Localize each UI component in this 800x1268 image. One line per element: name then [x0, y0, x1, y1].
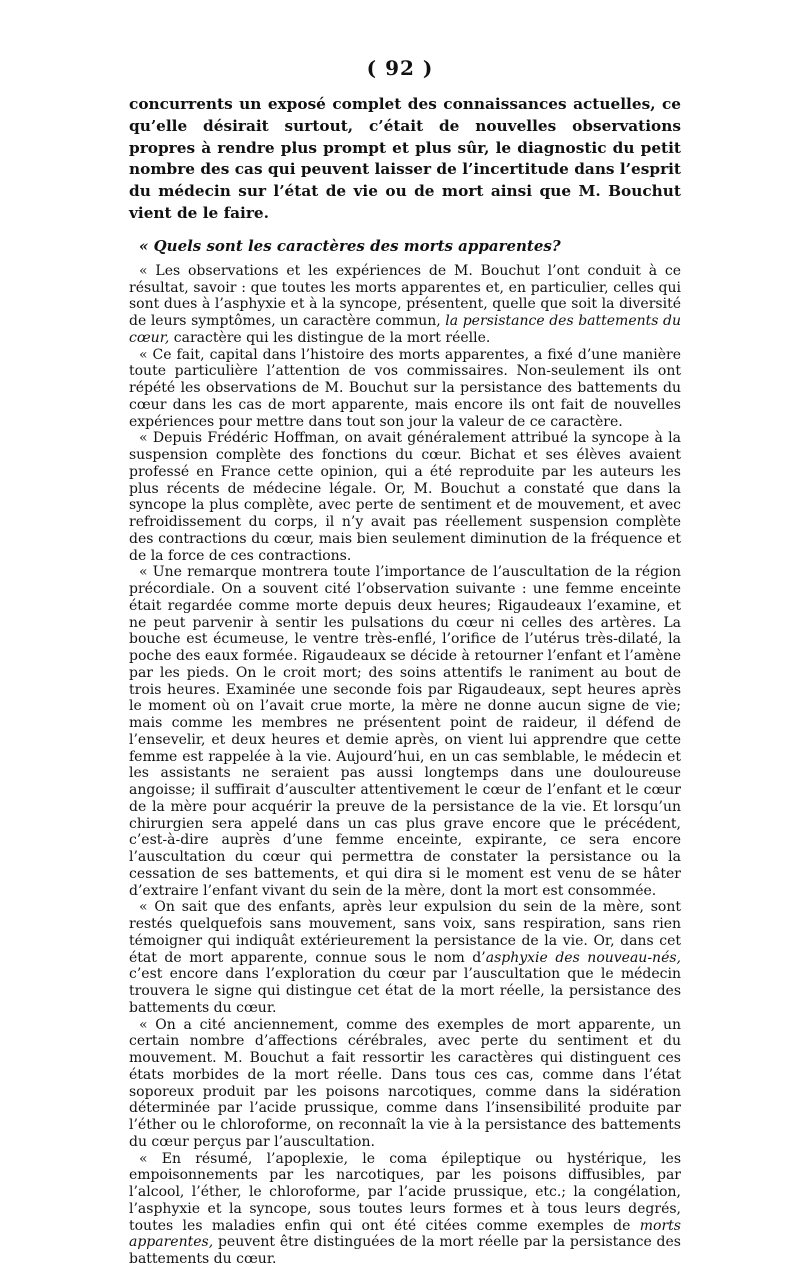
paragraph-text: « Ce fait, capital dans l’histoire des morts apparentes, a fixé d’une manière toute particulière l’attention de vos commissaires. Non-seulement ils ont répété les observations de M. Bouchut sur la persistance des battements du cœur dans les cas de mort apparente, mais encore ils ont fait de nouvelles expériences pour mettre dans tout son jour la valeur de ce caractère.	[129, 346, 681, 430]
lead-paragraph	[129, 94, 681, 225]
paragraph-text: peuvent être distinguées de la mort réelle par la persistance des battements du cœur.	[129, 1234, 681, 1268]
section-question	[129, 236, 681, 256]
paragraph-text: « On a cité anciennement, comme des exemples de mort apparente, un certain nombre d’affections cérébrales, avec perte du sentiment et du mouvement. M. Bouchut a fait ressortir les caractères qui distinguent ces états morbides de la mort réelle. Dans tous ces cas, comme dans l’état soporeux produit par les poisons narcotiques, comme dans la sidération déterminée par l’acide prussique, comme dans l’insensibilité produite par l’éther ou le chloroforme, on reconnaît la vie à la persistance des battements du cœur perçus par l’auscultation.	[129, 1016, 681, 1150]
paragraph-text: concurrents un exposé complet des connaissances actuelles, ce qu’elle désirait surtout, c’était de nouvelles observations propres à rendre plus prompt et plus sûr, le diagnostic du petit nombre des cas qui peuvent laisser de l’incertitude dans l’esprit du médecin sur l’état de vie ou de mort ainsi que M. Bouchut vient de le faire.	[129, 95, 681, 222]
paragraph-text: « On sait que des enfants, après leur expulsion du sein de la mère, sont restés quelquefois sans mouvement, sans voix, sans respiration, sans rien témoigner qui indiquât extérieurement la persistance de la vie. Or, dans cet état de mort apparente, connue sous le nom d’	[129, 899, 681, 966]
emphasized-text: la persistance des battements du cœur,	[129, 313, 682, 346]
paragraph-text: « Depuis Frédéric Hoffman, on avait généralement attribué la syncope à la suspension complète des fonctions du cœur. Bichat et ses élèves avaient professé en France cette opinion, qui a été reproduite par les auteurs les plus récents de médecine légale. Or, M. Bouchut a constaté que dans la syncope la plus complète, avec perte de sentiment et de mouvement, et avec refroidissement du corps, il n’y avait pas réellement suspension complète des contractions du cœur, mais bien seulement diminution de la fréquence et de la force de ces contractions.	[129, 430, 681, 564]
page-number: ( 92 )	[366, 56, 434, 80]
body-paragraph	[129, 430, 681, 564]
body-paragraph	[129, 564, 681, 899]
paragraph-text: « Quels sont les caractères des morts apparentes?	[139, 236, 561, 255]
body-paragraph	[129, 1151, 681, 1268]
emphasized-text: morts apparentes,	[129, 1217, 681, 1251]
paragraph-text: « En résumé, l’apoplexie, le coma épileptique ou hystérique, les empoisonnements par les narcotiques, par les poisons diffusibles, par l’alcool, l’éther, le chloroforme, par l’acide prussique, etc.; la congélation, l’asphyxie et la syncope, sous toutes leurs formes et à tous leurs degrés, toutes les maladies enfin qui ont été citées comme exemples de	[129, 1150, 681, 1234]
body-paragraph	[129, 1017, 681, 1151]
body-paragraph	[129, 263, 681, 347]
paragraph-text: « Une remarque montrera toute l’importance de l’auscultation de la région précordiale. On a souvent cité l’observation suivante : une femme enceinte était regardée comme morte depuis deux heures; Rigaudeaux l’examine, et ne peut parvenir à sentir les pulsations du cœur ni celles des artères. La bouche est écumeuse, le ventre très-enflé, l’orifice de l’utérus très-dilaté, la poche des eaux formée. Rigaudeaux se décide à retourner l’enfant et l’amène par les pieds. On le croit mort; des soins attentifs le raniment au bout de trois heures. Examinée une seconde fois par Rigaudeaux, sept heures après le moment où on l’avait crue morte, la mère ne donne aucun signe de vie; mais comme les membres ne présentent point de raideur, il défend de l’ensevelir, et deux heures et demie après, on vient lui apprendre que cette femme est rappelée à la vie. Aujourd’hui, en un cas semblable, le médecin et les assistants ne seraient pas aussi longtemps dans une douloureuse angoisse; il suffirait d’ausculter attentivement le cœur de l’enfant et le cœur de la mère pour acquérir la preuve de la persistance de la vie. Et lorsqu’un chirurgien sera appelé dans un cas plus grave encore que le précédent, c’est-à-dire auprès d’une femme enceinte, expirante, ce sera encore l’auscultation du cœur qui permettra de constater la persistance ou la cessation de ses battements, et qui dira si le moment est venu de se hâter d’extraire l’enfant vivant du sein de la mère, dont la mort est consommée.	[129, 564, 681, 899]
paragraph-text: « Les observations et les expériences de M. Bouchut l’ont conduit à ce résultat, savoir : que toutes les morts apparentes et, en particulier, celles qui sont dues à l’asphyxie et à la syncope, présentent, quelle que soit la diversité de leurs symptômes, un caractère commun,	[129, 262, 681, 330]
document-body	[129, 94, 681, 1268]
paragraph-text: caractère qui les distingue de la mort réelle.	[169, 329, 491, 346]
emphasized-text: asphyxie des nouveau-nés,	[485, 949, 681, 966]
paragraph-text: c’est encore dans l’exploration du cœur par l’auscultation que le médecin trouvera le signe qui distingue cet état de la mort réelle, la persistance des battements du cœur.	[129, 966, 681, 1016]
body-paragraph	[129, 899, 681, 1016]
body-paragraph	[129, 347, 681, 431]
